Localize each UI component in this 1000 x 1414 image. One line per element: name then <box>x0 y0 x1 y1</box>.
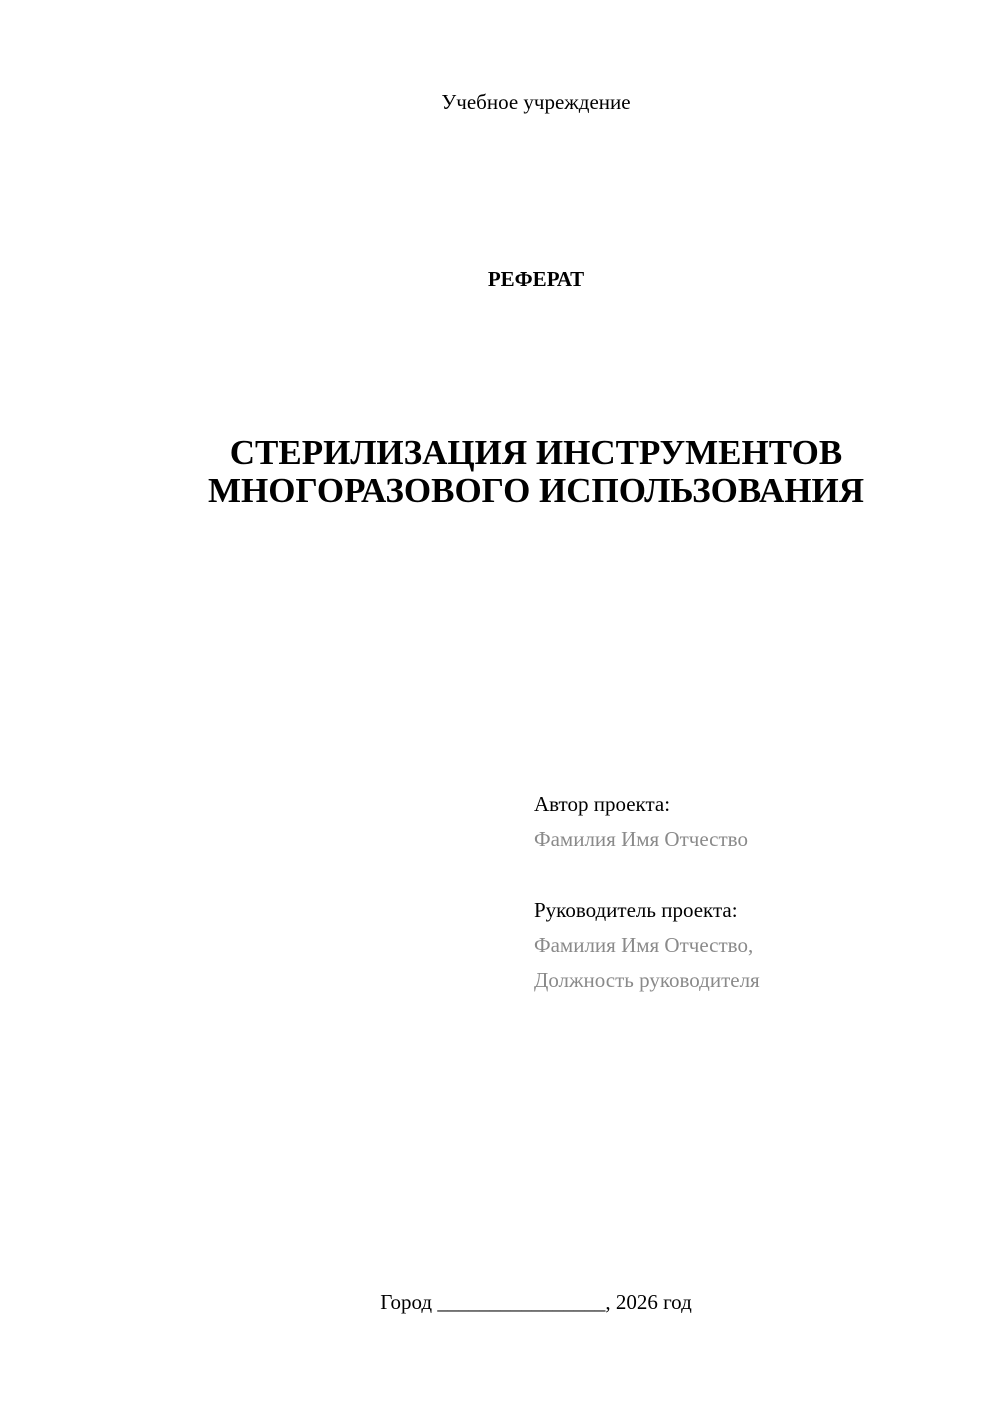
document-title <box>0 434 1000 510</box>
document-type: РЕФЕРАТ <box>487 267 585 291</box>
author-name: Фамилия Имя Отчество <box>534 827 748 851</box>
supervisor-name: Фамилия Имя Отчество, <box>534 933 754 957</box>
author-label: Автор проекта: <box>534 792 671 816</box>
credits-block <box>534 787 760 998</box>
title-line-2: МНОГОРАЗОВОГО ИСПОЛЬЗОВАНИЯ <box>208 471 864 510</box>
title-line-1: СТЕРИЛИЗАЦИЯ ИНСТРУМЕНТОВ <box>229 433 843 472</box>
city-year-line: Город ________________, 2026 год <box>380 1290 692 1314</box>
supervisor-label: Руководитель проекта: <box>534 898 738 922</box>
institution-name: Учебное учреждение <box>441 90 631 114</box>
credits-spacer <box>534 857 760 893</box>
supervisor-position: Должность руководителя <box>534 968 760 992</box>
